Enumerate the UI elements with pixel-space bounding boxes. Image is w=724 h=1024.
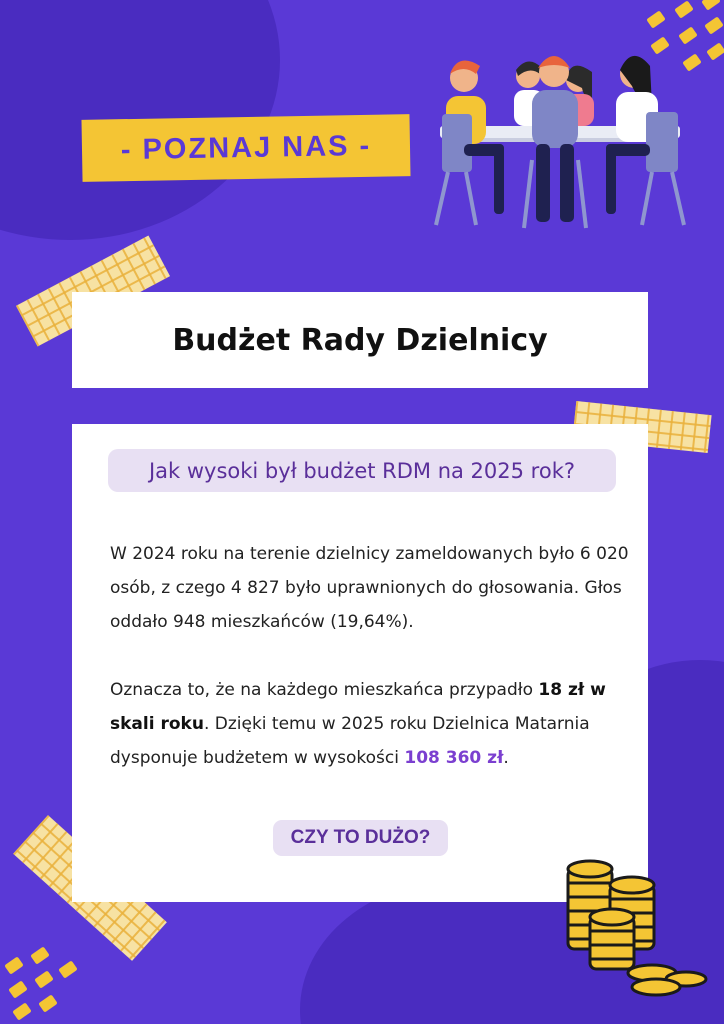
coin-stacks-icon — [560, 855, 710, 1000]
paragraph-budget-middle: . Dzięki temu w 2025 roku Dzielnica Matarnia dysponuje budżetem w wysokości — [110, 714, 590, 768]
czy-to-duzo-button[interactable]: CZY TO DUŻO? — [273, 820, 448, 856]
page-title: Budżet Rady Dzielnicy — [72, 292, 648, 388]
poznaj-nas-badge: - POZNAJ NAS - — [81, 114, 410, 182]
paragraph-stats: W 2024 roku na terenie dzielnicy zameldowanych było 6 020 osób, z czego 4 827 było uprawnionych do głosowania. Głos oddało 948 mieszkańców (19,64%). — [110, 544, 629, 632]
paragraph-budget-end: . — [503, 748, 509, 768]
paragraph-budget — [110, 673, 630, 775]
people-at-table-illustration — [420, 40, 700, 235]
per-resident-amount: 18 zł w skali roku — [110, 680, 606, 734]
total-budget-amount: 108 360 zł — [404, 748, 504, 768]
question-heading: Jak wysoki był budżet RDM na 2025 rok? — [108, 449, 616, 492]
paragraph-budget-intro: Oznacza to, że na każdego mieszkańca przypadło — [110, 680, 539, 700]
